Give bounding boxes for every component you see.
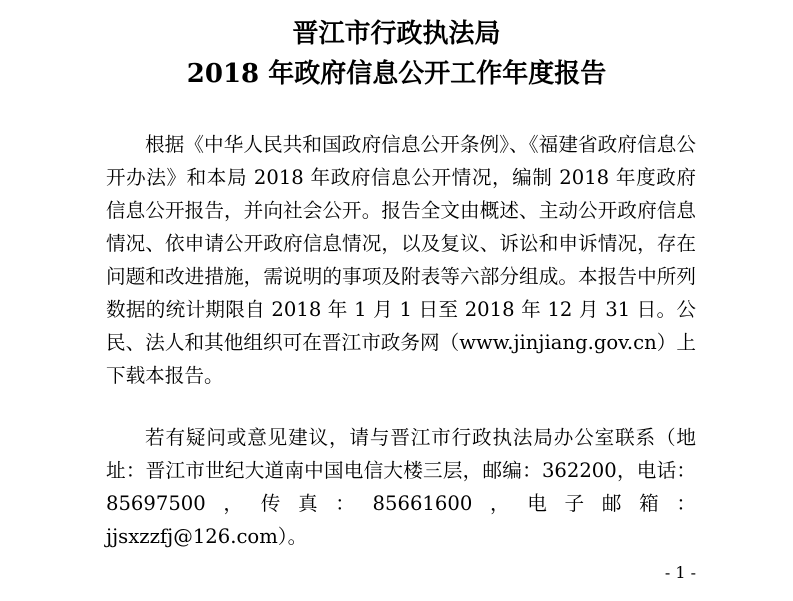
document-title-report: 2018 年政府信息公开工作年度报告 [186, 59, 607, 89]
paragraph-overview: 根据《中华人民共和国政府信息公开条例》、《福建省政府信息公开办法》和本局 2018 年政府信息公开情况，编制 2018 年度政府信息公开报告，并向社会公开。报告全文由概述、主动公开政府信息情况、依申请公开政府信息情况，以及复议、诉讼和申诉情况，存在问题和改进措施，需说明的事项及附表等六部分组成。本报告中所列数据的统计期限自 2018 年 1 月 1 日至 2018 年 12 月 31 日。公民、法人和其他组织可在晋江市政务网（www.jinjiang.gov.cn）上下载本报告。 [106, 133, 696, 387]
page-number: - 1 - [664, 563, 696, 582]
paragraph-contact: 若有疑问或意见建议，请与晋江市行政执法局办公室联系（地址：晋江市世纪大道南中国电信大楼三层，邮编：362200，电话：85697500，传真：85661600，电子邮箱：jjsxzzfj@126.com）。 [106, 426, 696, 548]
document-title-agency: 晋江市行政执法局 [292, 19, 501, 49]
